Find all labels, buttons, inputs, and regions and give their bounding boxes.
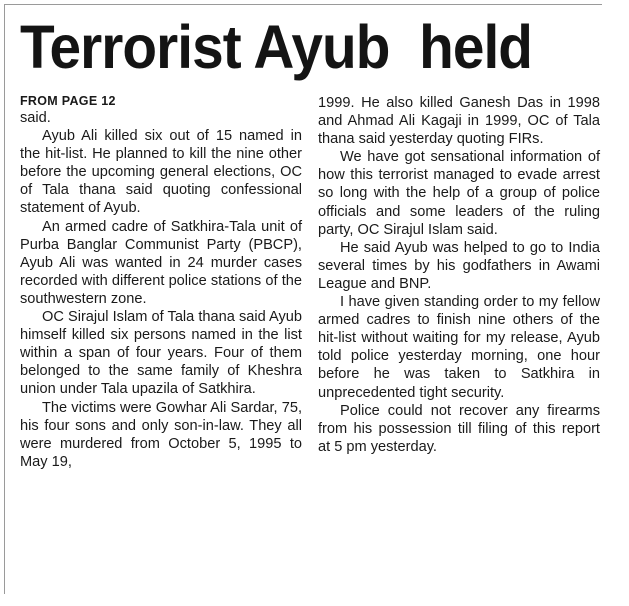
paragraph: Ayub Ali killed six out of 15 named in the hit-list. He planned to kill the nine other before the upcoming general elections, OC of Tala thana said quoting confessional statement of Ayub. [20,128,302,217]
paragraph: 1999. He also killed Ganesh Das in 1998 and Ahmad Ali Kagaji in 1999, OC of Tala thana said yesterday quoting FIRs. [318,95,600,148]
paragraph: He said Ayub was helped to go to India several times by his godfathers in Awami League and BNP. [318,239,600,292]
paragraph: An armed cadre of Satkhira-Tala unit of Purba Banglar Communist Party (PBCP), Ayub Ali was wanted in 24 murder cases recorded with different police stations of the southwestern zone. [20,218,302,307]
article-column-2 [318,94,600,456]
continuation-label: FROM PAGE 12 [20,94,116,108]
paragraph: The victims were Gowhar Ali Sardar, 75, his four sons and only son-in-law. They all were murdered from October 5, 1995 to May 19, [20,399,302,470]
headline: Terrorist Ayub held [20,13,533,81]
paragraph: We have got sensational information of how this terrorist managed to evade arrest so long with the help of a group of police officials and some leaders of the ruling party, OC Sirajul Islam said. [318,149,600,238]
paragraph: Police could not recover any firearms from his possession till filing of this report at 5 pm yesterday. [318,402,600,455]
paragraph: I have given standing order to my fellow armed cadres to finish nine others of the hit-list without waiting for my release, Ayub told police yesterday morning, one hour before he was taken to Satkhira in unprecedented tight security. [318,294,600,401]
paragraph: OC Sirajul Islam of Tala thana said Ayub himself killed six persons named in the list within a span of four years. Four of them belonged to the same family of Kheshra union under Tala upazila of Satkhira. [20,309,302,398]
paragraph: said. [20,110,51,126]
article-column-1 [20,94,302,471]
